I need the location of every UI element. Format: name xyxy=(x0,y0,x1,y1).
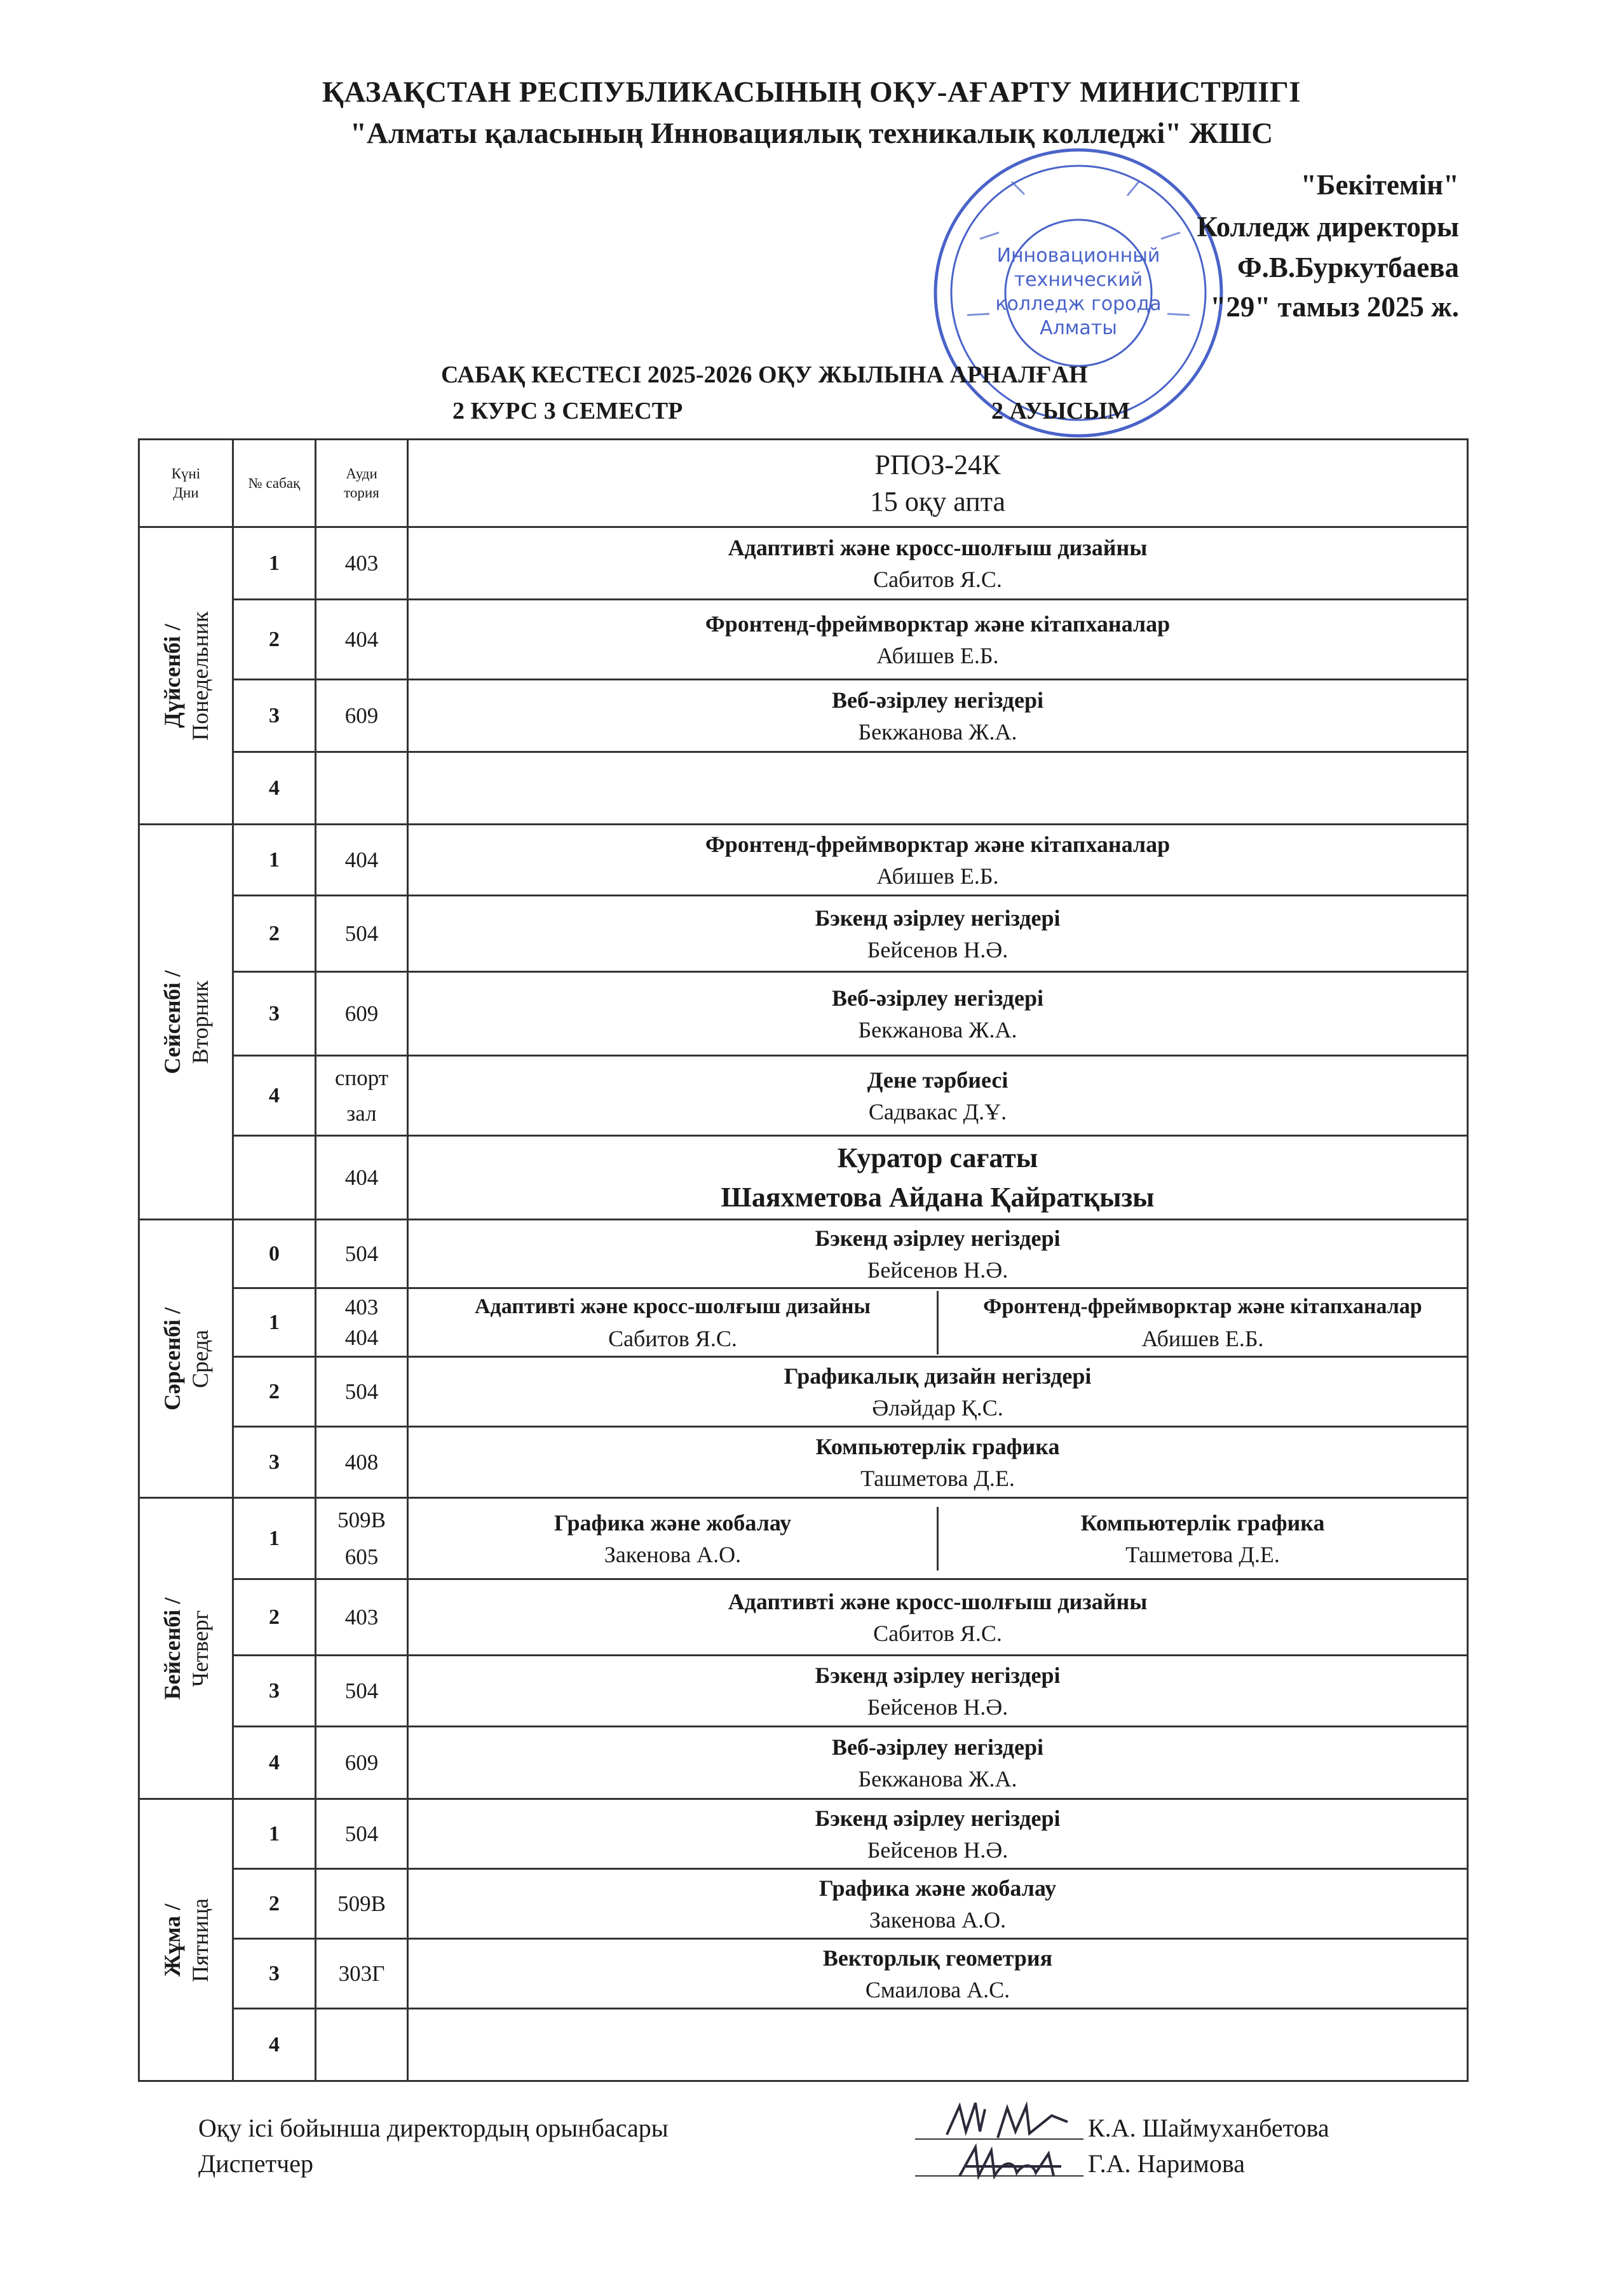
lesson-cell xyxy=(408,1727,1468,1799)
teacher: Смаилова А.С. xyxy=(865,1976,1010,2002)
lesson-number: 3 xyxy=(233,1939,316,2009)
approval-role: Колледж директоры xyxy=(1197,211,1459,243)
day-ru: Понедельник xyxy=(187,611,213,741)
subject: Дене тәрбиесі xyxy=(867,1067,1008,1093)
signature-deputy xyxy=(941,2097,1093,2147)
subject: Фронтенд-фреймворктар және кітапханалар xyxy=(705,611,1171,637)
room-cell: 404 xyxy=(316,600,408,680)
lesson-number-empty xyxy=(233,1136,316,1220)
room-cell: 504 xyxy=(316,896,408,972)
weeks-label: 15 оқу апта xyxy=(869,485,1006,517)
room-cell xyxy=(316,752,408,825)
room-a: 403 xyxy=(344,1294,379,1320)
room-cell: 504 xyxy=(316,1799,408,1869)
teacher: Әлəйдар Қ.С. xyxy=(872,1394,1003,1421)
lesson-number: 0 xyxy=(233,1220,316,1288)
table-row xyxy=(139,600,1468,680)
room-cell: 509В xyxy=(316,1869,408,1939)
table-row xyxy=(139,1498,1468,1579)
subject: Веб-әзірлеу негіздері xyxy=(832,985,1043,1011)
day-cell-wednesday xyxy=(139,1220,233,1498)
lesson-number: 2 xyxy=(233,1579,316,1656)
group-name: РПОЗ-24К xyxy=(874,449,1001,480)
dispatcher-role: Диспетчер xyxy=(198,2149,313,2178)
lesson-number: 4 xyxy=(233,1727,316,1799)
curator-cell xyxy=(408,1136,1468,1220)
header-lesson-no: № сабақ xyxy=(233,440,316,527)
teacher: Бейсенов Н.Ә. xyxy=(867,936,1008,962)
course-label: 2 КУРС 3 СЕМЕСТР xyxy=(452,398,683,424)
header-day-kz: Күні xyxy=(171,465,201,482)
header-group xyxy=(408,440,1468,527)
room-cell: 408 xyxy=(316,1427,408,1498)
lesson-cell xyxy=(408,972,1468,1056)
dispatcher-name: Г.А. Наримова xyxy=(1088,2149,1245,2178)
lesson-number: 2 xyxy=(233,1357,316,1427)
room-cell: 609 xyxy=(316,680,408,752)
room-cell: 504 xyxy=(316,1656,408,1727)
subject: Графикалық дизайн негіздері xyxy=(784,1363,1092,1389)
ministry-title: ҚАЗАҚСТАН РЕСПУБЛИКАСЫНЫҢ ОҚУ-АҒАРТУ МИНИСТРЛІГІ xyxy=(322,76,1301,109)
lesson-cell xyxy=(408,1869,1468,1939)
table-row xyxy=(139,1220,1468,1288)
lesson-cell xyxy=(408,896,1468,972)
lesson-number: 2 xyxy=(233,896,316,972)
day-kz: Сейсенбі / xyxy=(159,969,185,1074)
room-b: 404 xyxy=(344,1325,379,1350)
approval-name: Ф.В.Буркутбаева xyxy=(1237,252,1459,283)
day-cell-monday xyxy=(139,527,233,825)
table-row xyxy=(139,972,1468,1056)
subject: Веб-әзірлеу негіздері xyxy=(832,1734,1043,1760)
lesson-cell xyxy=(408,527,1468,600)
room-cell xyxy=(316,1498,408,1579)
split-left xyxy=(409,1507,938,1570)
lesson-cell xyxy=(408,1939,1468,2009)
lesson-cell xyxy=(408,1656,1468,1727)
lesson-number: 1 xyxy=(233,825,316,896)
approval-label: "Бекітемін" xyxy=(1300,169,1459,201)
table-row xyxy=(139,752,1468,825)
room-cell: 504 xyxy=(316,1220,408,1288)
day-kz: Жұма / xyxy=(159,1903,185,1976)
lesson-cell xyxy=(408,680,1468,752)
subject: Веб-әзірлеу негіздері xyxy=(832,687,1043,713)
day-ru: Вторник xyxy=(187,980,213,1064)
lesson-cell xyxy=(408,1357,1468,1427)
room-cell: спорт зал xyxy=(316,1056,408,1136)
split-lesson-cell xyxy=(408,1498,1468,1579)
table-row xyxy=(139,896,1468,972)
day-ru: Пятница xyxy=(187,1898,213,1982)
subject: Бэкенд әзірлеу негіздері xyxy=(815,1225,1061,1251)
split-left xyxy=(409,1291,938,1354)
split-right xyxy=(938,1291,1467,1354)
subject: Фронтенд-фреймворктар және кітапханалар xyxy=(983,1294,1422,1318)
lesson-number: 1 xyxy=(233,1288,316,1357)
table-row xyxy=(139,1656,1468,1727)
room-cell: 403 xyxy=(316,1579,408,1656)
table-row xyxy=(139,825,1468,896)
lesson-cell xyxy=(408,752,1468,825)
lesson-number: 3 xyxy=(233,972,316,1056)
day-cell-thursday xyxy=(139,1498,233,1799)
lesson-cell xyxy=(408,1056,1468,1136)
room-cell: 609 xyxy=(316,972,408,1056)
teacher: Бекжанова Ж.А. xyxy=(858,719,1017,745)
day-kz: Сәрсенбі / xyxy=(159,1307,185,1410)
room-cell: 504 xyxy=(316,1357,408,1427)
room-a: 509В xyxy=(337,1507,386,1532)
subject: Графика және жобалау xyxy=(818,1875,1057,1901)
split-lesson-cell xyxy=(408,1288,1468,1357)
stamp-text-line: Алматы xyxy=(1040,317,1117,339)
stamp-text-line: Инновационный xyxy=(996,245,1160,267)
room-cell: 403 xyxy=(316,527,408,600)
table-row xyxy=(139,1056,1468,1136)
day-kz: Дүйсенбі / xyxy=(159,623,185,728)
lesson-number: 2 xyxy=(233,600,316,680)
lesson-cell xyxy=(408,1220,1468,1288)
college-title: "Алматы қаласының Инновациялық техникалық колледжі" ЖШС xyxy=(350,117,1273,150)
subject: Адаптивті және кросс-шолғыш дизайны xyxy=(475,1294,871,1318)
deputy-role: Оқу ісі бойынша директордың орынбасары xyxy=(198,2114,669,2142)
table-row xyxy=(139,680,1468,752)
day-cell-tuesday xyxy=(139,825,233,1220)
lesson-number: 4 xyxy=(233,2009,316,2081)
header-room xyxy=(316,440,408,527)
teacher: Бекжанова Ж.А. xyxy=(858,1016,1017,1043)
lesson-number: 3 xyxy=(233,1427,316,1498)
lesson-cell xyxy=(408,1799,1468,1869)
deputy-name: К.А. Шаймуханбетова xyxy=(1088,2114,1329,2142)
lesson-number: 4 xyxy=(233,1056,316,1136)
room-cell xyxy=(316,1288,408,1357)
subject: Графика және жобалау xyxy=(553,1509,792,1536)
schedule-table xyxy=(138,438,1469,2082)
teacher: Абишев Е.Б. xyxy=(876,642,999,668)
table-row xyxy=(139,1727,1468,1799)
lesson-number: 1 xyxy=(233,527,316,600)
table-row xyxy=(139,1939,1468,2009)
header-room-line2: тория xyxy=(344,484,379,501)
lesson-number: 1 xyxy=(233,1799,316,1869)
room-cell xyxy=(316,2009,408,2081)
table-row xyxy=(139,1357,1468,1427)
schedule-title: САБАҚ КЕСТЕСІ 2025-2026 ОҚУ ЖЫЛЫНА АРНАЛҒАН xyxy=(441,361,1088,388)
room-cell: 404 xyxy=(316,825,408,896)
subject: Бэкенд әзірлеу негіздері xyxy=(815,1662,1061,1688)
subject: Фронтенд-фреймворктар және кітапханалар xyxy=(705,831,1171,857)
header-day xyxy=(139,440,233,527)
subject: Компьютерлік графика xyxy=(815,1433,1060,1459)
teacher: Ташметова Д.Е. xyxy=(860,1465,1015,1491)
day-kz: Бейсенбі / xyxy=(159,1597,185,1699)
lesson-cell xyxy=(408,825,1468,896)
table-row xyxy=(139,1799,1468,1869)
subject: Векторлық геометрия xyxy=(822,1945,1053,1971)
header-day-ru: Дни xyxy=(173,484,199,501)
approval-date: "29" тамыз 2025 ж. xyxy=(1210,291,1459,323)
curator-name: Шаяхметова Айдана Қайратқызы xyxy=(721,1181,1155,1213)
subject: Бэкенд әзірлеу негіздері xyxy=(815,905,1061,931)
room-cell: 303Г xyxy=(316,1939,408,2009)
stamp-text-line: технический xyxy=(1014,269,1143,291)
lesson-cell xyxy=(408,1427,1468,1498)
teacher: Бейсенов Н.Ә. xyxy=(867,1837,1008,1863)
curator-title: Куратор сағаты xyxy=(837,1142,1038,1173)
lesson-number: 3 xyxy=(233,680,316,752)
teacher: Бейсенов Н.Ә. xyxy=(867,1694,1008,1720)
room-cell: 609 xyxy=(316,1727,408,1799)
shift-label: 2 АУЫСЫМ xyxy=(991,398,1131,424)
teacher: Ташметова Д.Е. xyxy=(1125,1541,1280,1567)
teacher: Сабитов Я.С. xyxy=(608,1325,737,1351)
lesson-number: 3 xyxy=(233,1656,316,1727)
teacher: Сабитов Я.С. xyxy=(873,566,1002,592)
stamp-text-line: колледж города xyxy=(995,293,1162,315)
lesson-number: 1 xyxy=(233,1498,316,1579)
header-room-line1: Ауди xyxy=(346,465,377,482)
subject: Адаптивті және кросс-шолғыш дизайны xyxy=(728,534,1148,560)
lesson-cell xyxy=(408,600,1468,680)
table-row xyxy=(139,527,1468,600)
split-right xyxy=(938,1507,1467,1570)
room-b: 605 xyxy=(344,1544,379,1569)
room-cell: 404 xyxy=(316,1136,408,1220)
lesson-number: 2 xyxy=(233,1869,316,1939)
teacher: Сабитов Я.С. xyxy=(873,1620,1002,1646)
day-cell-friday xyxy=(139,1799,233,2081)
lesson-cell xyxy=(408,1579,1468,1656)
teacher: Абишев Е.Б. xyxy=(1141,1325,1264,1351)
curator-row xyxy=(139,1136,1468,1220)
table-header-row xyxy=(139,440,1468,527)
table-row xyxy=(139,2009,1468,2081)
subject: Компьютерлік графика xyxy=(1080,1509,1325,1536)
teacher: Закенова А.О. xyxy=(604,1541,742,1567)
day-ru: Среда xyxy=(187,1329,213,1388)
table-row xyxy=(139,1869,1468,1939)
teacher: Закенова А.О. xyxy=(869,1907,1007,1933)
table-row xyxy=(139,1579,1468,1656)
teacher: Бекжанова Ж.А. xyxy=(858,1766,1017,1792)
teacher: Абишев Е.Б. xyxy=(876,863,999,889)
table-row xyxy=(139,1288,1468,1357)
signature-dispatcher xyxy=(953,2141,1093,2192)
subject: Бэкенд әзірлеу негіздері xyxy=(815,1805,1061,1831)
teacher: Бейсенов Н.Ә. xyxy=(867,1257,1008,1283)
lesson-cell xyxy=(408,2009,1468,2081)
table-row xyxy=(139,1427,1468,1498)
day-ru: Четверг xyxy=(187,1610,213,1687)
teacher: Садвакас Д.Ұ. xyxy=(868,1098,1007,1124)
subject: Адаптивті және кросс-шолғыш дизайны xyxy=(728,1588,1148,1614)
lesson-number: 4 xyxy=(233,752,316,825)
